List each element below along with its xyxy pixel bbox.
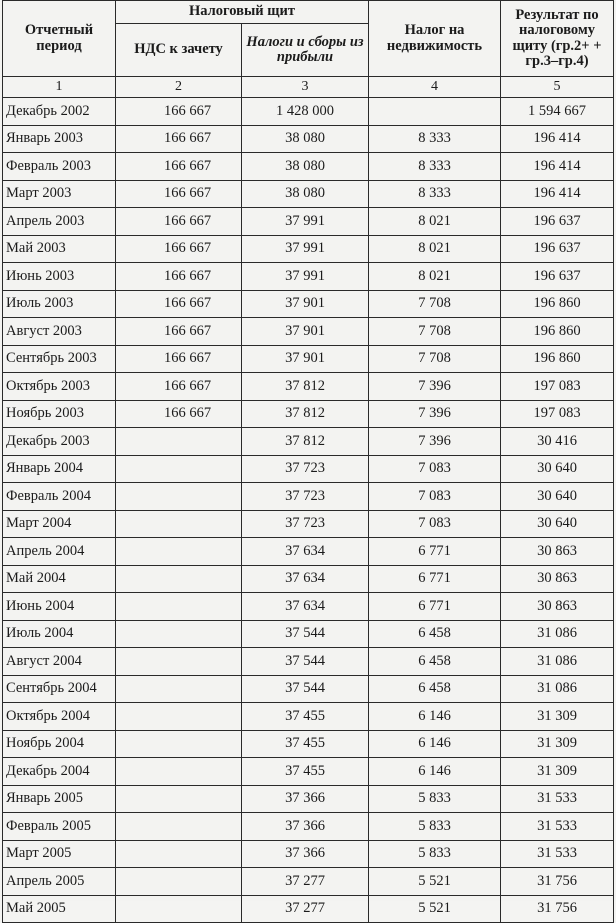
period-cell: Декабрь 2002 xyxy=(3,98,116,126)
result-cell: 31 086 xyxy=(501,648,614,676)
header-period: Отчетный период xyxy=(3,1,116,77)
vat-cell xyxy=(116,675,242,703)
table-row xyxy=(3,538,614,566)
profit-taxes-cell: 37 991 xyxy=(242,263,369,291)
result-cell: 30 863 xyxy=(501,538,614,566)
profit-taxes-cell: 1 428 000 xyxy=(242,98,369,126)
vat-cell xyxy=(116,895,242,923)
tax-shield-table xyxy=(2,0,614,923)
period-cell: Сентябрь 2003 xyxy=(3,345,116,373)
column-number: 5 xyxy=(501,77,614,98)
result-cell: 197 083 xyxy=(501,373,614,401)
profit-taxes-cell: 37 277 xyxy=(242,868,369,896)
result-cell: 30 640 xyxy=(501,483,614,511)
table-row xyxy=(3,758,614,786)
vat-cell xyxy=(116,758,242,786)
property-tax-cell xyxy=(369,98,501,126)
profit-taxes-cell: 38 080 xyxy=(242,180,369,208)
table-row xyxy=(3,895,614,923)
column-number: 4 xyxy=(369,77,501,98)
profit-taxes-cell: 37 544 xyxy=(242,675,369,703)
profit-taxes-cell: 37 723 xyxy=(242,455,369,483)
result-cell: 31 756 xyxy=(501,895,614,923)
profit-taxes-cell: 37 634 xyxy=(242,593,369,621)
profit-taxes-cell: 37 991 xyxy=(242,208,369,236)
property-tax-cell: 7 083 xyxy=(369,483,501,511)
header-tax-shield: Налоговый щит xyxy=(116,1,369,24)
column-number-row xyxy=(3,77,614,98)
result-cell: 196 637 xyxy=(501,235,614,263)
table-row xyxy=(3,868,614,896)
period-cell: Январь 2003 xyxy=(3,125,116,153)
table-row xyxy=(3,400,614,428)
property-tax-cell: 7 708 xyxy=(369,318,501,346)
vat-cell: 166 667 xyxy=(116,373,242,401)
property-tax-cell: 5 833 xyxy=(369,813,501,841)
property-tax-cell: 6 771 xyxy=(369,593,501,621)
period-cell: Март 2004 xyxy=(3,510,116,538)
table-row xyxy=(3,593,614,621)
property-tax-cell: 6 458 xyxy=(369,620,501,648)
profit-taxes-cell: 37 455 xyxy=(242,703,369,731)
period-cell: Октябрь 2004 xyxy=(3,703,116,731)
period-cell: Сентябрь 2004 xyxy=(3,675,116,703)
property-tax-cell: 6 146 xyxy=(369,758,501,786)
vat-cell: 166 667 xyxy=(116,318,242,346)
result-cell: 196 637 xyxy=(501,263,614,291)
table-row xyxy=(3,510,614,538)
table-row xyxy=(3,785,614,813)
table-row xyxy=(3,730,614,758)
vat-cell: 166 667 xyxy=(116,235,242,263)
table-row xyxy=(3,180,614,208)
vat-cell: 166 667 xyxy=(116,345,242,373)
period-cell: Декабрь 2003 xyxy=(3,428,116,456)
result-cell: 30 640 xyxy=(501,455,614,483)
table-row xyxy=(3,318,614,346)
vat-cell xyxy=(116,730,242,758)
property-tax-cell: 8 021 xyxy=(369,235,501,263)
vat-cell xyxy=(116,565,242,593)
vat-cell xyxy=(116,428,242,456)
vat-cell xyxy=(116,593,242,621)
property-tax-cell: 6 146 xyxy=(369,730,501,758)
profit-taxes-cell: 37 366 xyxy=(242,813,369,841)
property-tax-cell: 6 771 xyxy=(369,538,501,566)
vat-cell xyxy=(116,620,242,648)
period-cell: Май 2005 xyxy=(3,895,116,923)
property-tax-cell: 8 021 xyxy=(369,208,501,236)
result-cell: 196 860 xyxy=(501,318,614,346)
property-tax-cell: 6 771 xyxy=(369,565,501,593)
table-row xyxy=(3,153,614,181)
property-tax-cell: 5 521 xyxy=(369,868,501,896)
profit-taxes-cell: 37 812 xyxy=(242,400,369,428)
profit-taxes-cell: 37 366 xyxy=(242,840,369,868)
result-cell: 31 309 xyxy=(501,730,614,758)
profit-taxes-cell: 37 812 xyxy=(242,428,369,456)
period-cell: Декабрь 2004 xyxy=(3,758,116,786)
profit-taxes-cell: 37 723 xyxy=(242,510,369,538)
column-number: 1 xyxy=(3,77,116,98)
vat-cell: 166 667 xyxy=(116,153,242,181)
period-cell: Февраль 2004 xyxy=(3,483,116,511)
result-cell: 30 640 xyxy=(501,510,614,538)
profit-taxes-cell: 38 080 xyxy=(242,125,369,153)
period-cell: Июль 2003 xyxy=(3,290,116,318)
vat-cell xyxy=(116,703,242,731)
period-cell: Январь 2005 xyxy=(3,785,116,813)
period-cell: Март 2005 xyxy=(3,840,116,868)
property-tax-cell: 6 146 xyxy=(369,703,501,731)
profit-taxes-cell: 37 723 xyxy=(242,483,369,511)
table-row xyxy=(3,208,614,236)
period-cell: Февраль 2005 xyxy=(3,813,116,841)
result-cell: 31 309 xyxy=(501,703,614,731)
vat-cell: 166 667 xyxy=(116,208,242,236)
period-cell: Май 2004 xyxy=(3,565,116,593)
property-tax-cell: 7 396 xyxy=(369,400,501,428)
profit-taxes-cell: 37 544 xyxy=(242,648,369,676)
period-cell: Июнь 2003 xyxy=(3,263,116,291)
table-row xyxy=(3,263,614,291)
result-cell: 31 756 xyxy=(501,868,614,896)
vat-cell xyxy=(116,868,242,896)
table-row xyxy=(3,675,614,703)
property-tax-cell: 7 708 xyxy=(369,345,501,373)
table-row xyxy=(3,373,614,401)
period-cell: Ноябрь 2004 xyxy=(3,730,116,758)
table-row xyxy=(3,125,614,153)
period-cell: Апрель 2003 xyxy=(3,208,116,236)
property-tax-cell: 6 458 xyxy=(369,675,501,703)
profit-taxes-cell: 37 812 xyxy=(242,373,369,401)
property-tax-cell: 7 083 xyxy=(369,455,501,483)
table-row xyxy=(3,813,614,841)
column-number: 3 xyxy=(242,77,369,98)
period-cell: Октябрь 2003 xyxy=(3,373,116,401)
property-tax-cell: 8 333 xyxy=(369,180,501,208)
profit-taxes-cell: 38 080 xyxy=(242,153,369,181)
profit-taxes-cell: 37 634 xyxy=(242,538,369,566)
result-cell: 197 083 xyxy=(501,400,614,428)
header-profit-taxes: Налоги и сборы из прибыли xyxy=(242,24,369,77)
profit-taxes-cell: 37 901 xyxy=(242,290,369,318)
property-tax-cell: 6 458 xyxy=(369,648,501,676)
table-row xyxy=(3,620,614,648)
table-body xyxy=(3,98,614,923)
header-vat: НДС к зачету xyxy=(116,24,242,77)
table-row xyxy=(3,235,614,263)
header-property-tax: Налог на недвижимость xyxy=(369,1,501,77)
period-cell: Июнь 2004 xyxy=(3,593,116,621)
profit-taxes-cell: 37 277 xyxy=(242,895,369,923)
vat-cell xyxy=(116,813,242,841)
property-tax-cell: 7 708 xyxy=(369,290,501,318)
profit-taxes-cell: 37 901 xyxy=(242,345,369,373)
property-tax-cell: 8 333 xyxy=(369,125,501,153)
vat-cell: 166 667 xyxy=(116,98,242,126)
property-tax-cell: 8 021 xyxy=(369,263,501,291)
result-cell: 30 416 xyxy=(501,428,614,456)
period-cell: Июль 2004 xyxy=(3,620,116,648)
result-cell: 31 309 xyxy=(501,758,614,786)
vat-cell xyxy=(116,648,242,676)
vat-cell: 166 667 xyxy=(116,125,242,153)
table-row xyxy=(3,565,614,593)
period-cell: Январь 2004 xyxy=(3,455,116,483)
result-cell: 196 860 xyxy=(501,290,614,318)
period-cell: Ноябрь 2003 xyxy=(3,400,116,428)
table-row xyxy=(3,703,614,731)
result-cell: 1 594 667 xyxy=(501,98,614,126)
property-tax-cell: 5 521 xyxy=(369,895,501,923)
table-row xyxy=(3,290,614,318)
property-tax-cell: 7 396 xyxy=(369,373,501,401)
result-cell: 196 860 xyxy=(501,345,614,373)
period-cell: Август 2004 xyxy=(3,648,116,676)
table-row xyxy=(3,840,614,868)
property-tax-cell: 5 833 xyxy=(369,785,501,813)
period-cell: Апрель 2005 xyxy=(3,868,116,896)
period-cell: Август 2003 xyxy=(3,318,116,346)
vat-cell xyxy=(116,483,242,511)
vat-cell: 166 667 xyxy=(116,290,242,318)
profit-taxes-cell: 37 455 xyxy=(242,730,369,758)
vat-cell: 166 667 xyxy=(116,180,242,208)
vat-cell xyxy=(116,840,242,868)
table-row xyxy=(3,455,614,483)
result-cell: 196 414 xyxy=(501,180,614,208)
table-row xyxy=(3,345,614,373)
profit-taxes-cell: 37 991 xyxy=(242,235,369,263)
vat-cell xyxy=(116,510,242,538)
vat-cell: 166 667 xyxy=(116,400,242,428)
result-cell: 196 414 xyxy=(501,153,614,181)
result-cell: 31 533 xyxy=(501,840,614,868)
property-tax-cell: 7 083 xyxy=(369,510,501,538)
period-cell: Апрель 2004 xyxy=(3,538,116,566)
property-tax-cell: 5 833 xyxy=(369,840,501,868)
table-row xyxy=(3,483,614,511)
profit-taxes-cell: 37 544 xyxy=(242,620,369,648)
vat-cell: 166 667 xyxy=(116,263,242,291)
result-cell: 196 637 xyxy=(501,208,614,236)
profit-taxes-cell: 37 901 xyxy=(242,318,369,346)
table-row xyxy=(3,98,614,126)
result-cell: 31 086 xyxy=(501,675,614,703)
period-cell: Март 2003 xyxy=(3,180,116,208)
column-number: 2 xyxy=(116,77,242,98)
period-cell: Февраль 2003 xyxy=(3,153,116,181)
header-result: Результат по налоговому щиту (гр.2+ + гр.3–гр.4) xyxy=(501,1,614,77)
period-cell: Май 2003 xyxy=(3,235,116,263)
vat-cell xyxy=(116,785,242,813)
table-row xyxy=(3,648,614,676)
result-cell: 30 863 xyxy=(501,593,614,621)
profit-taxes-cell: 37 634 xyxy=(242,565,369,593)
property-tax-cell: 8 333 xyxy=(369,153,501,181)
vat-cell xyxy=(116,538,242,566)
property-tax-cell: 7 396 xyxy=(369,428,501,456)
result-cell: 196 414 xyxy=(501,125,614,153)
profit-taxes-cell: 37 455 xyxy=(242,758,369,786)
table-row xyxy=(3,428,614,456)
result-cell: 31 533 xyxy=(501,785,614,813)
result-cell: 31 086 xyxy=(501,620,614,648)
result-cell: 30 863 xyxy=(501,565,614,593)
profit-taxes-cell: 37 366 xyxy=(242,785,369,813)
result-cell: 31 533 xyxy=(501,813,614,841)
vat-cell xyxy=(116,455,242,483)
